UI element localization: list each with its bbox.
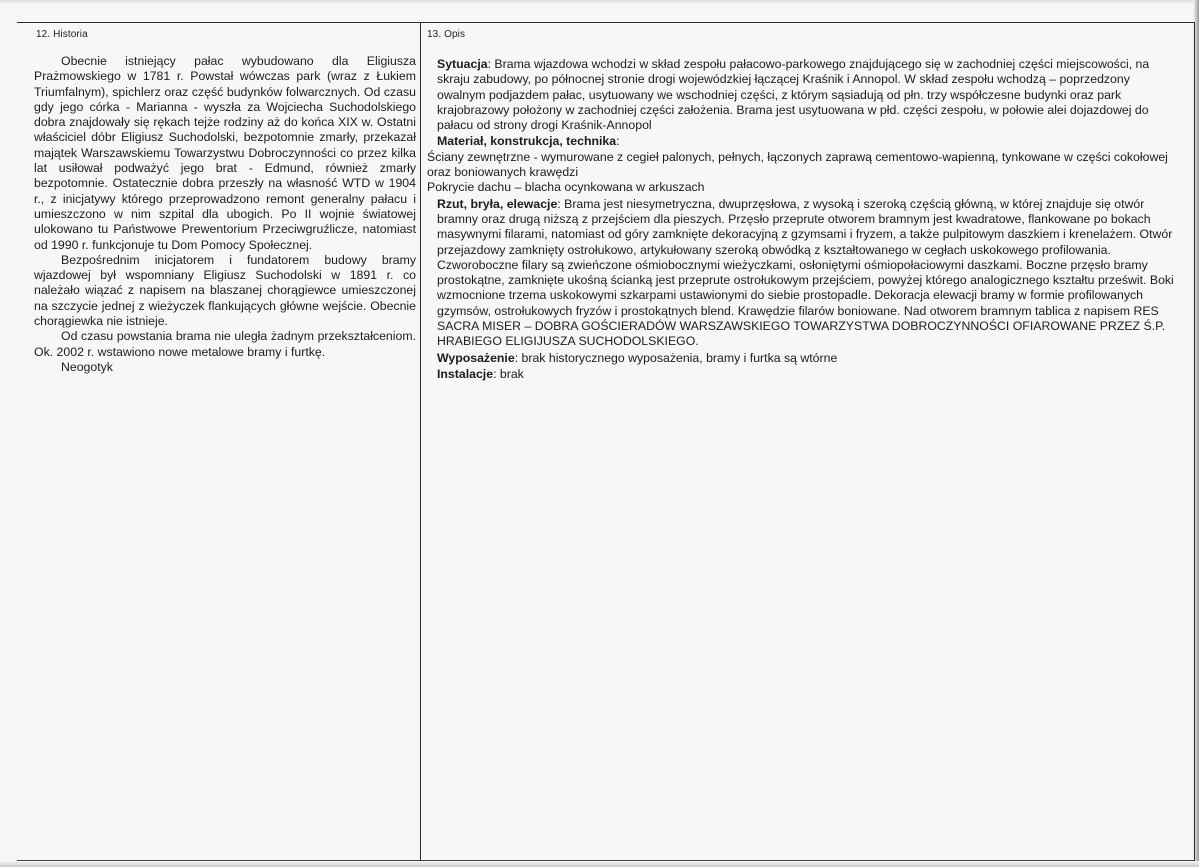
scan-edge-top: [0, 0, 1199, 4]
installations-paragraph: [427, 367, 1175, 382]
history-text: [34, 54, 416, 375]
history-paragraph: Bezpośrednim inicjatorem i fundatorem budowy bramy wjazdowej był wspomniany Eligiusz Suchodolski w 1891 r. co należało wiązać z napisem na blaszanej chorągiewce umieszczonej na szczycie jednej z wieżyczek flankujących główne wejście. Obecnie chorągiewka nie istnieje.: [34, 252, 416, 329]
situation-paragraph: [427, 57, 1175, 133]
form-text: : Brama jest niesymetryczna, dwuprzęsłowa, z wysoką i szeroką częścią główną, w której znajduje się otwór bramny oraz drugą niższą z przejściem dla pieszych. Przęsło przeprute otworem bramnym jest kwadratowe, flankowane po bokach masywnymi filarami, natomiast od góry zamknięte dekoracyjną z gzymsami i fryzem, a także pulpitowym daszkiem i krenelażem. Otwór przejazdowy zamknięty ostrołukowo, artykułowany szeroką obwódką z kształtowanego w cegłach uskokowego profilowania. Czworoboczne filary są zwieńczone ośmiobocznymi wieżyczkami, osłoniętymi ośmiopołaciowymi daszkami. Boczne przęsło bramy prostokątne, zamknięte ukośną ścianką jest przeprute ostrołukowym przejściem, powyżej którego analogicznego kształtu prześwit. Boki wzmocnione trzema uskokowymi szkarpami ustawionymi do siebie prostopadle. Dekoracja elewacji bramy w formie profilowanych gzymsów, ostrołukowych fryzów i prostokątnych blend. Krawędzie filarów boniowane. Nad otworem bramnym tablica z napisem RES SACRA MISER – DOBRA GOŚCIERADÓW WARSZAWSKIEGO TOWARZYSTWA DOBROCZYNNOŚCI OFIAROWANE PRZEZ Ś.P. HRABIEGO ELIGIJUSZA SUCHODOLSKIEGO.: [437, 196, 1174, 349]
description-text: [427, 57, 1175, 382]
form-paragraph: [427, 197, 1175, 350]
equipment-paragraph: [427, 351, 1175, 366]
description-section-label: 13. Opis: [427, 29, 466, 40]
situation-text: : Brama wjazdowa wchodzi w skład zespołu pałacowo-parkowego znajdującego się w zachodniej części miejscowości, na skraju zabudowy, po północnej stronie drogi wojewódzkiej łączącej Kraśnik i Annopol. W skład zespołu wchodzą – poprzedzony owalnym podjazdem pałac, usytuowany we wschodniej części, z którym sąsiadują od płn. trzy współczesne budynki oraz park krajobrazowy położony w zachodniej części założenia. Brama jest usytuowana w płd. części zespołu, w połowie alei dojazdowej do pałacu od strony drogi Kraśnik-Annopol: [437, 57, 1150, 133]
history-section-label: 12. Historia: [36, 29, 88, 40]
material-roof: Pokrycie dachu – blacha ocynkowana w arkuszach: [427, 180, 705, 195]
equipment-text: : brak historycznego wyposażenia, bramy i furtka są wtórne: [514, 350, 838, 365]
material-walls: Ściany zewnętrzne - wymurowane z cegieł palonych, pełnych, łączonych zaprawą cementowo-wapienną, tynkowane w części cokołowej oraz boniowanych krawędzi: [427, 149, 1168, 180]
form-label: Rzut, bryła, elewacje: [437, 196, 558, 211]
column-divider: [420, 22, 421, 861]
material-heading: [427, 134, 1175, 149]
style-note: Neogotyk: [61, 359, 113, 374]
scan-edge-bottom: [0, 861, 1199, 867]
material-colon: :: [616, 134, 620, 149]
history-paragraph: Od czasu powstania brama nie uległa żadnym przekształceniom. Ok. 2002 r. wstawiono nowe metalowe bramy i furtkę.: [34, 329, 416, 359]
situation-label: Sytuacja: [437, 57, 488, 71]
history-paragraph: Obecnie istniejący pałac wybudowano dla Eligiusza Prażmowskiego w 1781 r. Powstał wówczas park (wraz z Łukiem Triumfalnym), spichlerz oraz część budynków folwarcznych. Od czasu gdy jego córka - Marianna - wyszła za Wojciecha Suchodolskiego dobra znajdowały się rękach tejże rodziny aż do końca XIX w. Ostatni właściciel dóbr Eligiusz Suchodolski, bezpotomnie zmarły, przekazał majątek Warszawskiemu Towarzystwu Dobroczynności co przez kilka lat usiłował podważyć jego brat - Edmund, również zmarły bezpotomnie. Ostatecznie dobra przeszły na własność WTD w 1904 r., z inicjatywy którego przeprowadzono remont generalny pałacu i umieszczono w nim szpital dla ubogich. Po II wojnie światowej ulokowano tu Państwowe Prewentorium Przeciwgruźlicze, natomiast od 1990 r. funkcjonuje tu Dom Pomocy Społecznej.: [34, 54, 416, 252]
material-label: Materiał, konstrukcja, technika: [437, 134, 617, 149]
installations-text: : brak: [493, 366, 524, 381]
equipment-label: Wyposażenie: [437, 350, 515, 365]
installations-label: Instalacje: [437, 366, 494, 381]
